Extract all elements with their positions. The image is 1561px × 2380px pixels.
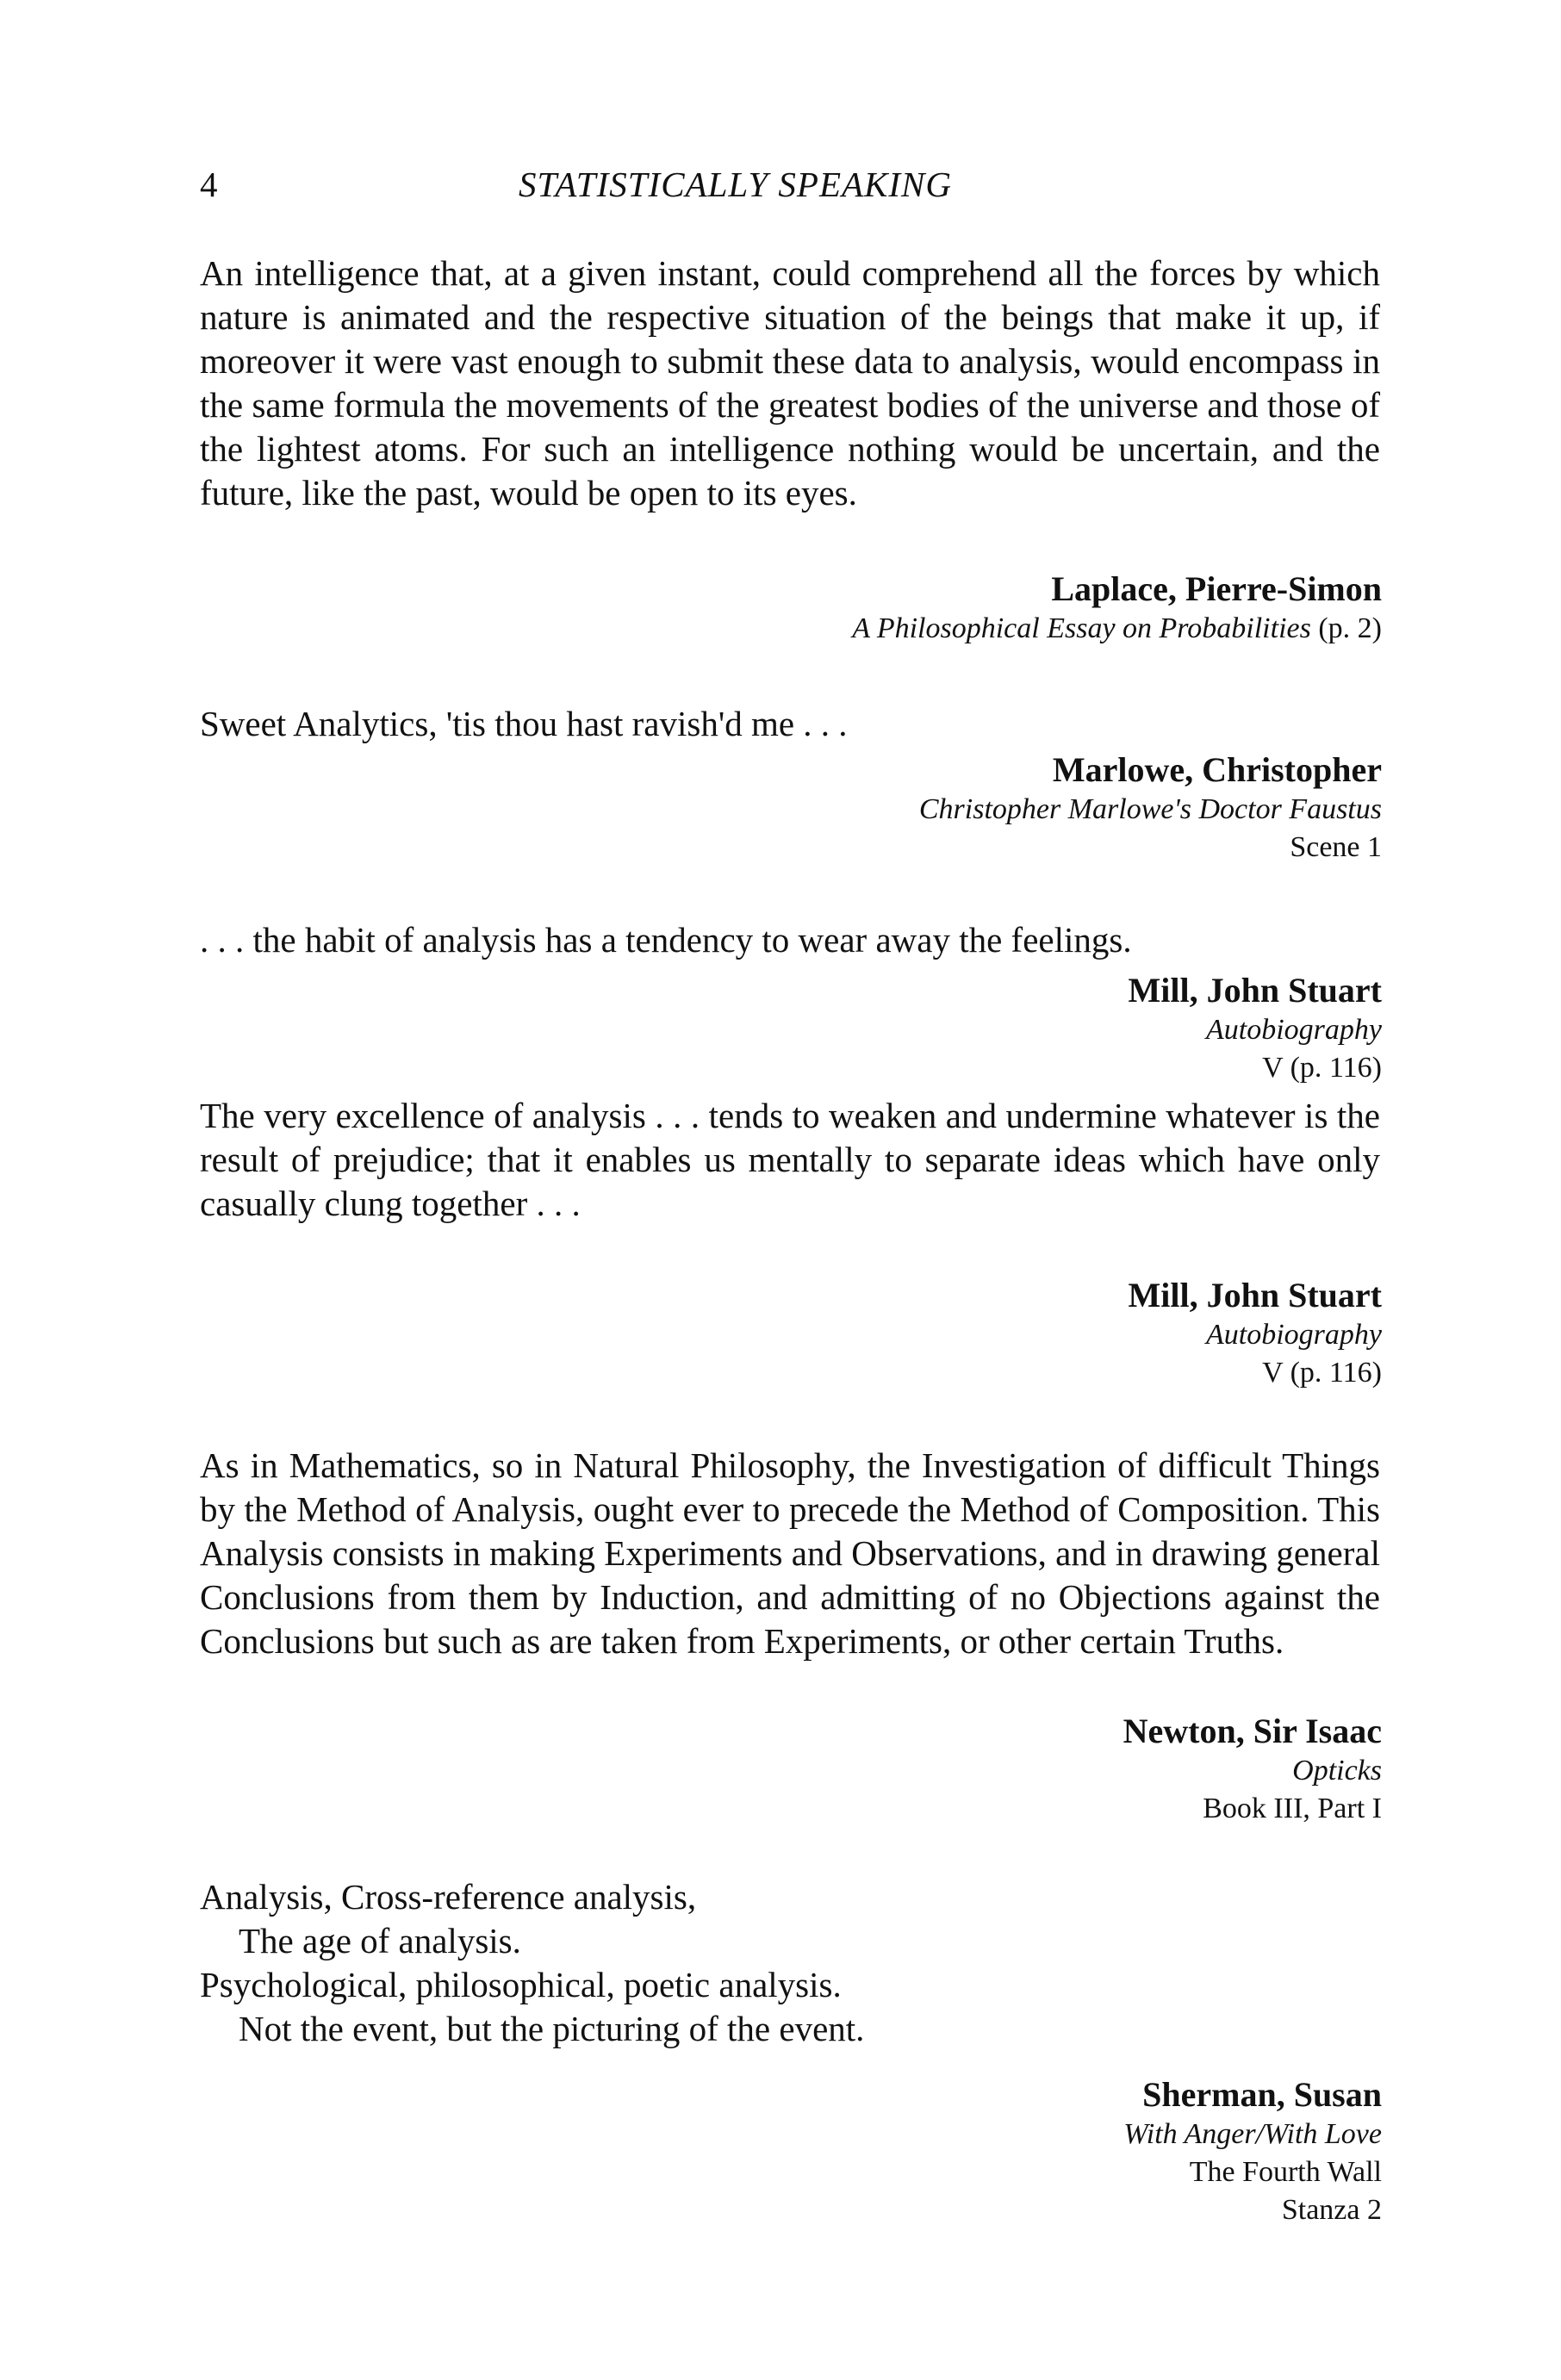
page-header — [200, 164, 1380, 215]
quote-location: V (p. 116) — [1262, 1357, 1382, 1389]
page-number: 4 — [200, 165, 218, 204]
quote-text-newton: As in Mathematics, so in Natural Philosophy, the Investigation of difficult Things by the Method of Analysis, ought ever to precede the Method of Composition. This Analysis consists in making Experiments and Observations, and in drawing general Conclusions from them by Induction, and admitting of no Objections against the Conclusions but such as are taken from Experiments, or other certain Truths. — [200, 1445, 1380, 1661]
attribution-marlowe — [919, 749, 1382, 867]
quote-location: Scene 1 — [1290, 831, 1382, 863]
attribution-laplace — [852, 569, 1382, 648]
quote-location: The Fourth Wall — [1189, 2156, 1382, 2188]
quote-author: Mill, John Stuart — [1128, 971, 1382, 1010]
quote-work-title: Autobiography — [1206, 1319, 1382, 1351]
quote-stanza: Stanza 2 — [1281, 2194, 1382, 2226]
quote-work-title: With Anger/With Love — [1123, 2118, 1382, 2150]
attribution-sherman — [1123, 2074, 1382, 2229]
quote-text-mill-1: . . . the habit of analysis has a tendency to wear away the feelings. — [200, 920, 1132, 960]
attribution-newton — [1123, 1711, 1382, 1828]
poem-line: Psychological, philosophical, poetic analysis. — [200, 1965, 842, 2004]
quote-location: V (p. 116) — [1262, 1052, 1382, 1084]
quote-author: Mill, John Stuart — [1128, 1276, 1382, 1314]
quote-work-title: A Philosophical Essay on Probabilities — [852, 612, 1311, 644]
quote-text-marlowe: Sweet Analytics, 'tis thou hast ravish'd me . . . — [200, 704, 848, 743]
poem-line: The age of analysis. — [239, 1921, 521, 1961]
quote-author: Sherman, Susan — [1142, 2075, 1382, 2114]
quote-work-title: Christopher Marlowe's Doctor Faustus — [918, 793, 1382, 825]
quote-location: Book III, Part I — [1203, 1793, 1382, 1824]
running-title: STATISTICALLY SPEAKING — [519, 165, 953, 204]
poem-line: Analysis, Cross-reference analysis, — [200, 1877, 697, 1917]
quote-work-title: Opticks — [1292, 1755, 1382, 1787]
attribution-mill-1 — [1129, 970, 1382, 1087]
quote-text-mill-2: The very excellence of analysis . . . tends to weaken and undermine whatever is the result of prejudice; that it enables us mentally to separate ideas which have only casually clung together . . . — [200, 1096, 1380, 1223]
quote-page-ref: (p. 2) — [1310, 612, 1382, 644]
poem-sherman — [200, 1875, 864, 2051]
quote-text-laplace: An intelligence that, at a given instant, could comprehend all the forces by which nature is animated and the respective situation of the beings that make it up, if moreover it were vast enough to submit these data to analysis, would encompass in the same formula the movements of the greatest bodies of the universe and those of the lightest atoms. For such an intelligence nothing would be uncertain, and the future, like the past, would be open to its eyes. — [200, 253, 1380, 513]
quote-author: Marlowe, Christopher — [1052, 750, 1382, 789]
quote-source — [852, 610, 1382, 648]
quote-author: Newton, Sir Isaac — [1123, 1712, 1382, 1750]
attribution-mill-2 — [1129, 1275, 1382, 1392]
quote-work-title: Autobiography — [1206, 1014, 1382, 1046]
poem-line: Not the event, but the picturing of the event. — [239, 2009, 865, 2048]
quote-author: Laplace, Pierre-Simon — [1051, 569, 1382, 608]
